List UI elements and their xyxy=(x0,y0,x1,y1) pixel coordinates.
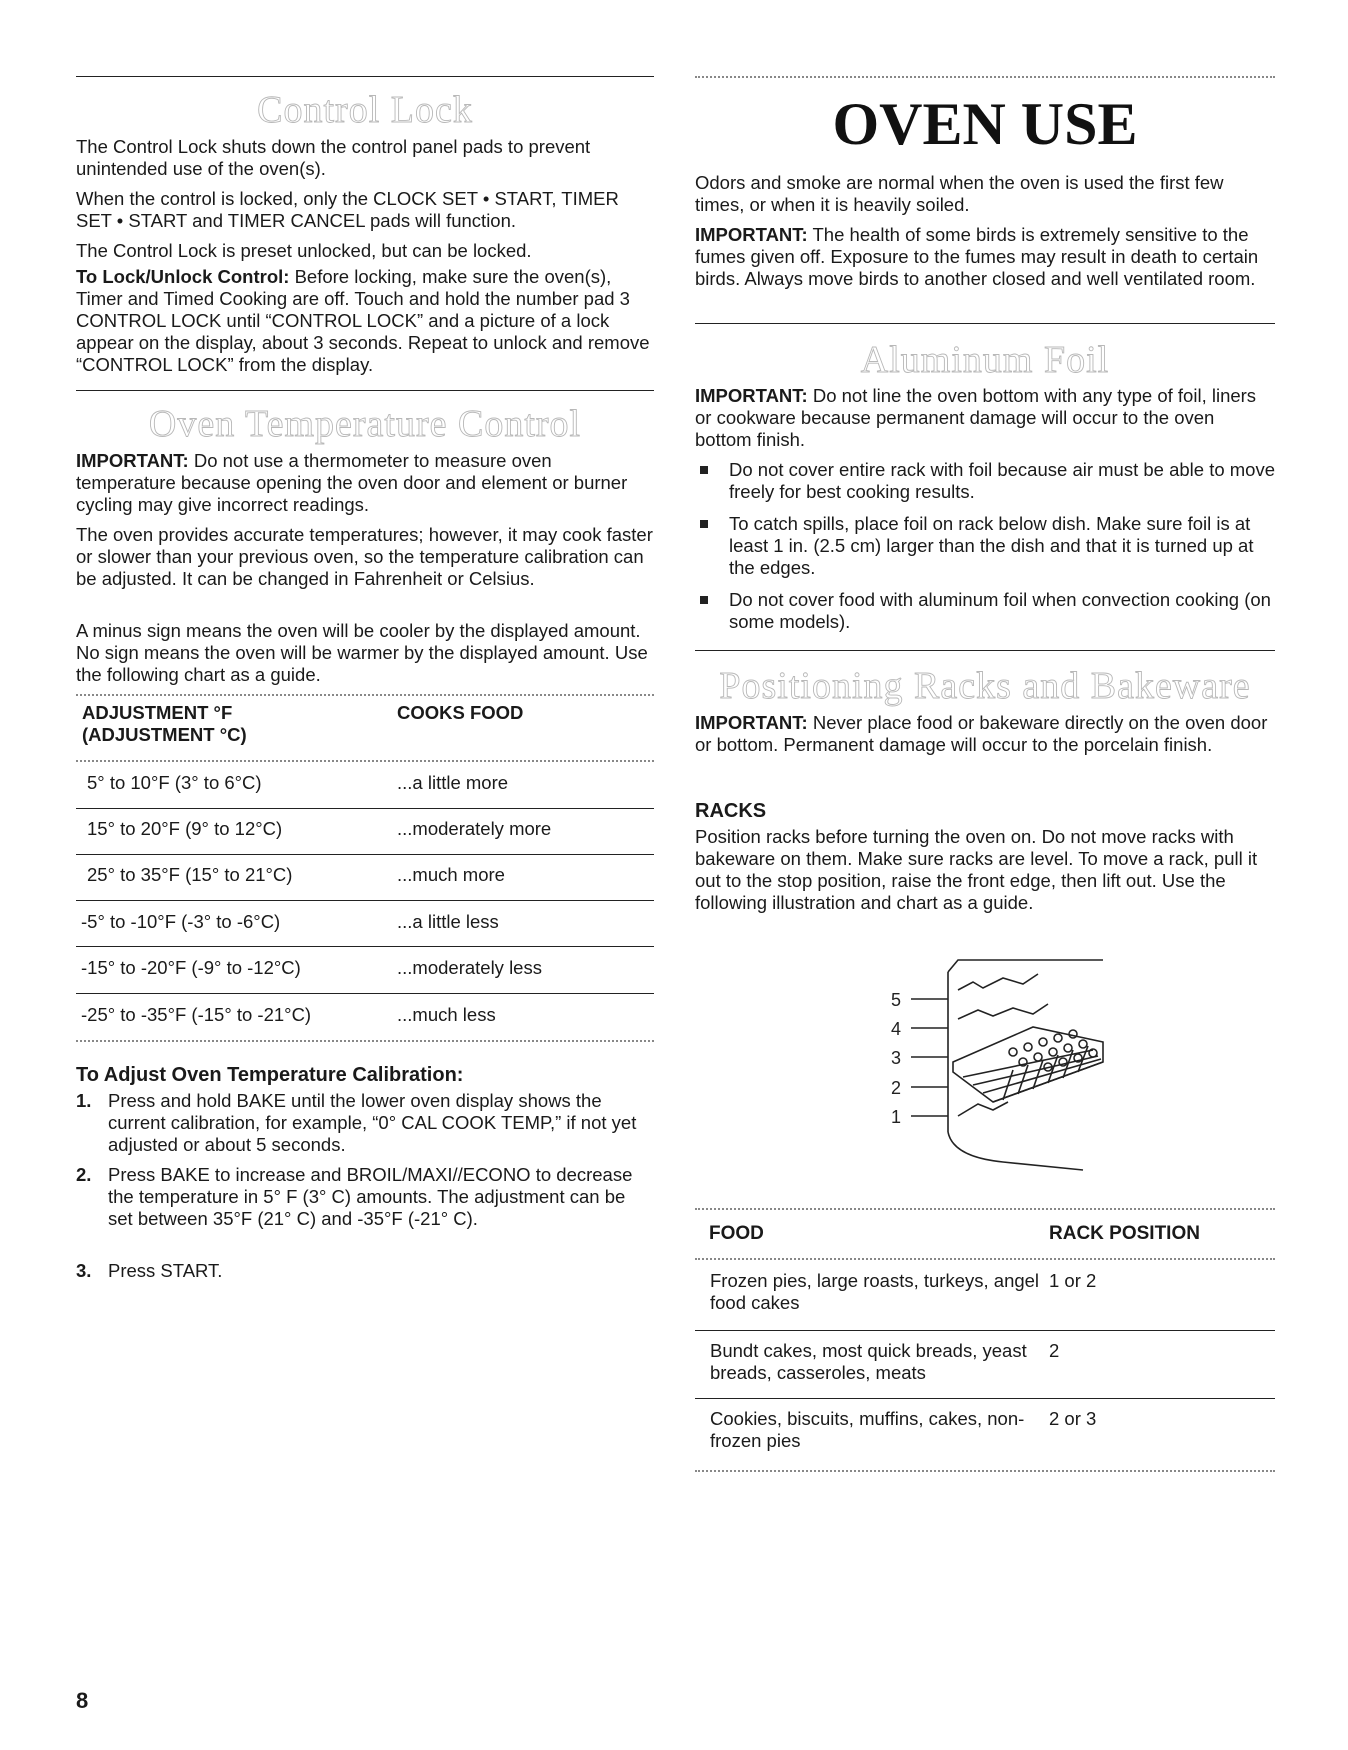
table-bottom-border xyxy=(76,1040,654,1042)
foil-important xyxy=(695,385,1275,451)
oven-use-title: OVEN USE xyxy=(832,91,1138,157)
step-number: 2. xyxy=(76,1164,92,1185)
bullet-icon xyxy=(700,596,708,604)
rack-label: 1 xyxy=(891,1107,902,1127)
rack-label: 4 xyxy=(891,1019,902,1039)
adjust-calibration-heading: To Adjust Oven Temperature Calibration: xyxy=(76,1064,464,1086)
step-text: Press START. xyxy=(108,1260,223,1281)
row-divider xyxy=(695,1398,1275,1399)
oven-temp-p2: The oven provides accurate temperatures; however, it may cook faster or slower than your previous oven, so the temperature calibration can be adjusted. It can be changed in Fahrenheit or Celsius. xyxy=(76,524,653,589)
table-row-position: 1 or 2 xyxy=(1049,1270,1097,1291)
racks-heading: RACKS xyxy=(695,800,767,822)
important-text: The health of some birds is extremely sensitive to the fumes given off. Exposure to the fumes may result in death to certain birds. Always move birds to another closed and well ventilated room. xyxy=(695,224,1259,289)
table-row-adj: -5° to -10°F (-3° to -6°C) xyxy=(81,911,281,932)
oven-temp-p3: A minus sign means the oven will be cooler by the displayed amount. No sign means the oven will be warmer by the displayed amount. Use the following chart as a guide. xyxy=(76,620,648,685)
table-row-adj: 15° to 20°F (9° to 12°C) xyxy=(87,818,283,839)
table-row-food: Cookies, biscuits, muffins, cakes, non-frozen pies xyxy=(710,1408,1025,1451)
oven-temp-title: Oven Temperature Control xyxy=(148,403,582,445)
table-row-cooks: ...much less xyxy=(397,1004,496,1025)
row-divider xyxy=(76,946,654,947)
control-lock-title: Control Lock xyxy=(257,89,473,131)
positioning-racks-title: Positioning Racks and Bakeware xyxy=(719,665,1251,707)
racks-text: Position racks before turning the oven on. Do not move racks with bakeware on them. Make sure racks are level. To move a rack, pull it out to the stop position, raise the front edge, then lift out. Use the following illustration and chart as a guide. xyxy=(695,826,1258,913)
table-row-cooks: ...much more xyxy=(397,864,505,885)
table-row-cooks: ...moderately less xyxy=(397,957,542,978)
aluminum-foil-title: Aluminum Foil xyxy=(860,339,1110,381)
table-row-adj: -25° to -35°F (-15° to -21°C) xyxy=(81,1004,312,1025)
row-divider xyxy=(76,900,654,901)
table-top-border xyxy=(695,1208,1275,1210)
foil-bullet: Do not cover entire rack with foil because air must be able to move freely for best cooking results. xyxy=(729,459,1276,502)
foil-bullet: To catch spills, place foil on rack below dish. Make sure foil is at least 1 in. (2.5 cm) larger than the dish and that it is turned up at the edges. xyxy=(729,513,1254,578)
table-header-adjustment-c: (ADJUSTMENT °C) xyxy=(82,724,247,745)
foil-bullet: Do not cover food with aluminum foil when convection cooking (on some models). xyxy=(729,589,1271,632)
step-text: Press BAKE to increase and BROIL/MAXI//ECONO to decrease the temperature in 5° F (3° C) amounts. The adjustment can be set between 35°F (21° C) and -35°F (-21° C). xyxy=(108,1164,633,1229)
table-row-cooks: ...a little more xyxy=(397,772,509,793)
table-row-position: 2 xyxy=(1049,1340,1060,1361)
table-row-adj: -15° to -20°F (-9° to -12°C) xyxy=(81,957,301,978)
bullet-icon xyxy=(700,520,708,528)
important-label: IMPORTANT: xyxy=(695,385,808,406)
table-row-cooks: ...a little less xyxy=(397,911,499,932)
table-header-border xyxy=(76,760,654,762)
divider xyxy=(695,650,1275,651)
table-row-adj: 25° to 35°F (15° to 21°C) xyxy=(87,864,293,885)
oven-temp-important xyxy=(76,450,654,516)
top-dotted-border xyxy=(695,76,1275,78)
racks-important xyxy=(695,712,1275,756)
important-label: IMPORTANT: xyxy=(695,224,808,245)
step-number: 3. xyxy=(76,1260,92,1281)
control-lock-p2: When the control is locked, only the CLOCK SET • START, TIMER SET • START and TIMER CANCEL pads will function. xyxy=(76,188,619,231)
table-header-adjustment: ADJUSTMENT °F xyxy=(82,702,233,723)
important-label: IMPORTANT: xyxy=(695,712,808,733)
control-lock-p4-text: Before locking, make sure the oven(s), Timer and Timed Cooking are off. Touch and hold the number pad 3 CONTROL LOCK until “CONTROL LOCK” and a picture of a lock appear on the display, about 3 seconds. Repeat to unlock and remove “CONTROL LOCK” from the display. xyxy=(76,266,650,375)
oven-use-important xyxy=(695,224,1275,290)
step-number: 1. xyxy=(76,1090,92,1111)
divider xyxy=(695,323,1275,324)
table-row-position: 2 or 3 xyxy=(1049,1408,1097,1429)
control-lock-p1: The Control Lock shuts down the control panel pads to prevent unintended use of the oven(s). xyxy=(76,136,591,179)
oven-use-p1: Odors and smoke are normal when the oven is used the first few times, or when it is heavily soiled. xyxy=(695,172,1224,215)
important-text: Never place food or bakeware directly on the oven door or bottom. Permanent damage will occur to the porcelain finish. xyxy=(695,712,1268,755)
rack-label: 3 xyxy=(891,1048,902,1068)
control-lock-p4-label: To Lock/Unlock Control: xyxy=(76,266,290,287)
important-text: Do not line the oven bottom with any type of foil, liners or cookware because permanent damage will occur to the oven bottom finish. xyxy=(695,385,1257,450)
table-row-cooks: ...moderately more xyxy=(397,818,552,839)
row-divider xyxy=(76,808,654,809)
row-divider xyxy=(76,993,654,994)
table-row-adj: 5° to 10°F (3° to 6°C) xyxy=(87,772,262,793)
rack-label: 5 xyxy=(891,990,902,1010)
table-row-food: Bundt cakes, most quick breads, yeast breads, casseroles, meats xyxy=(710,1340,1027,1383)
control-lock-p3: The Control Lock is preset unlocked, but can be locked. xyxy=(76,240,532,261)
table-header-border xyxy=(695,1258,1275,1260)
table-header-rack-position: RACK POSITION xyxy=(1049,1223,1200,1244)
rack-label: 2 xyxy=(891,1078,902,1098)
table-row-food: Frozen pies, large roasts, turkeys, angel food cakes xyxy=(710,1270,1040,1313)
divider xyxy=(76,390,654,391)
divider xyxy=(76,76,654,77)
step-text: Press and hold BAKE until the lower oven display shows the current calibration, for example, “0° CAL COOK TEMP,” if not yet adjusted or about 5 seconds. xyxy=(108,1090,637,1155)
row-divider xyxy=(695,1330,1275,1331)
bullet-icon xyxy=(700,466,708,474)
page-number: 8 xyxy=(76,1688,89,1713)
important-label: IMPORTANT: xyxy=(76,450,189,471)
rack-illustration xyxy=(883,952,1123,1182)
table-bottom-border xyxy=(695,1470,1275,1472)
table-header-food: FOOD xyxy=(709,1223,764,1244)
rack-diagram xyxy=(883,952,1123,1182)
row-divider xyxy=(76,854,654,855)
control-lock-p4 xyxy=(76,266,654,376)
table-top-border xyxy=(76,694,654,696)
table-header-cooks-food: COOKS FOOD xyxy=(397,702,524,723)
important-text: Do not use a thermometer to measure oven temperature because opening the oven door and element or burner cycling may give incorrect readings. xyxy=(76,450,628,515)
